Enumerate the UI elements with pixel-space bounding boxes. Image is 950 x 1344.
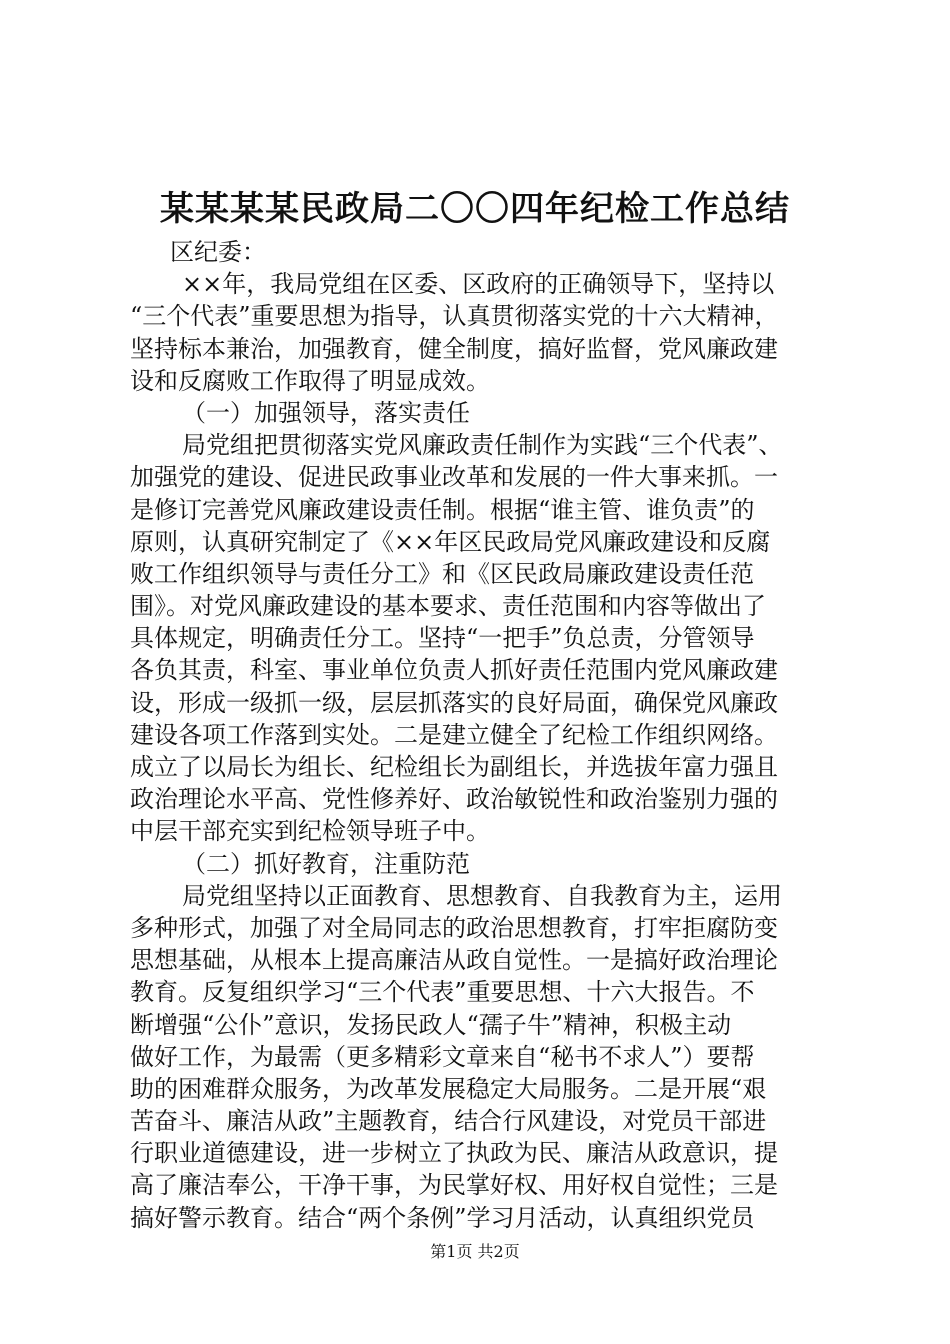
paragraph-line: 教育。反复组织学习“三个代表”重要思想、十六大报告。不 [130, 978, 755, 1007]
paragraph-line: 断增强“公仆”意识，发扬民政人“孺子牛”精神，积极主动 [130, 1010, 732, 1039]
paragraph-line: 设和反腐败工作取得了明显成效。 [130, 366, 490, 395]
paragraph-line: 思想基础，从根本上提高廉洁从政自觉性。一是搞好政治理论 [130, 946, 778, 975]
section-heading-2: （二）抓好教育，注重防范 [182, 849, 470, 878]
paragraph-line: 做好工作，为最需（更多精彩文章来自“秘书不求人”）要帮 [130, 1042, 755, 1071]
paragraph-line: 建设各项工作落到实处。二是建立健全了纪检工作组织网络。 [130, 720, 778, 749]
paragraph-line: 具体规定，明确责任分工。坚持“一把手”负总责，分管领导 [130, 624, 755, 653]
paragraph-line: 加强党的建设、促进民政事业改革和发展的一件大事来抓。一 [130, 463, 778, 492]
paragraph-line: 各负其责，科室、事业单位负责人抓好责任范围内党风廉政建 [130, 656, 778, 685]
salutation-line: 区纪委： [170, 238, 266, 266]
paragraph-line: 成立了以局长为组长、纪检组长为副组长，并选拔年富力强且 [130, 753, 778, 781]
paragraph-line: 苦奋斗、廉洁从政”主题教育，结合行风建设，对党员干部进 [130, 1107, 767, 1136]
section-heading-1: （一）加强领导，落实责任 [182, 398, 470, 427]
paragraph-line: 高了廉洁奉公，干净干事，为民掌好权、用好权自觉性；三是 [130, 1171, 778, 1200]
paragraph-line: 助的困难群众服务，为改革发展稳定大局服务。二是开展“艰 [130, 1074, 767, 1103]
page-footer: 第1页 共2页 [430, 1242, 520, 1261]
document-body [130, 236, 830, 1234]
paragraph-line: 原则，认真研究制定了《××年区民政局党风廉政建设和反腐 [130, 527, 771, 556]
paragraph-line: 搞好警示教育。结合“两个条例”学习月活动，认真组织党员 [130, 1203, 755, 1232]
paragraph-line: 败工作组织领导与责任分工》和《区民政局廉政建设责任范 [130, 559, 754, 588]
paragraph-line: 行职业道德建设，进一步树立了执政为民、廉洁从政意识，提 [130, 1139, 778, 1168]
paragraph-line: 是修订完善党风廉政建设责任制。根据“谁主管、谁负责”的 [130, 495, 755, 524]
paragraph-line: 设，形成一级抓一级，层层抓落实的良好局面，确保党风廉政 [130, 688, 778, 717]
paragraph-line: “三个代表”重要思想为指导，认真贯彻落实党的十六大精神， [130, 302, 779, 331]
paragraph-line: 中层干部充实到纪检领导班子中。 [130, 817, 490, 846]
paragraph-line: 局党组把贯彻落实党风廉政责任制作为实践“三个代表”、 [182, 431, 783, 460]
paragraph-line: ××年，我局党组在区委、区政府的正确领导下，坚持以 [182, 270, 775, 299]
paragraph-line: 围》。对党风廉政建设的基本要求、责任范围和内容等做出了 [130, 592, 766, 621]
paragraph-line: 局党组坚持以正面教育、思想教育、自我教育为主，运用 [182, 881, 782, 910]
paragraph-line: 多种形式，加强了对全局同志的政治思想教育，打牢拒腐防变 [130, 913, 778, 942]
paragraph-line: 政治理论水平高、党性修养好、政治敏锐性和政治鉴别力强的 [130, 785, 778, 814]
paragraph-line: 坚持标本兼治，加强教育，健全制度，搞好监督，党风廉政建 [130, 334, 778, 363]
document-title: 某某某某民政局二〇〇四年纪检工作总结 [160, 189, 790, 229]
